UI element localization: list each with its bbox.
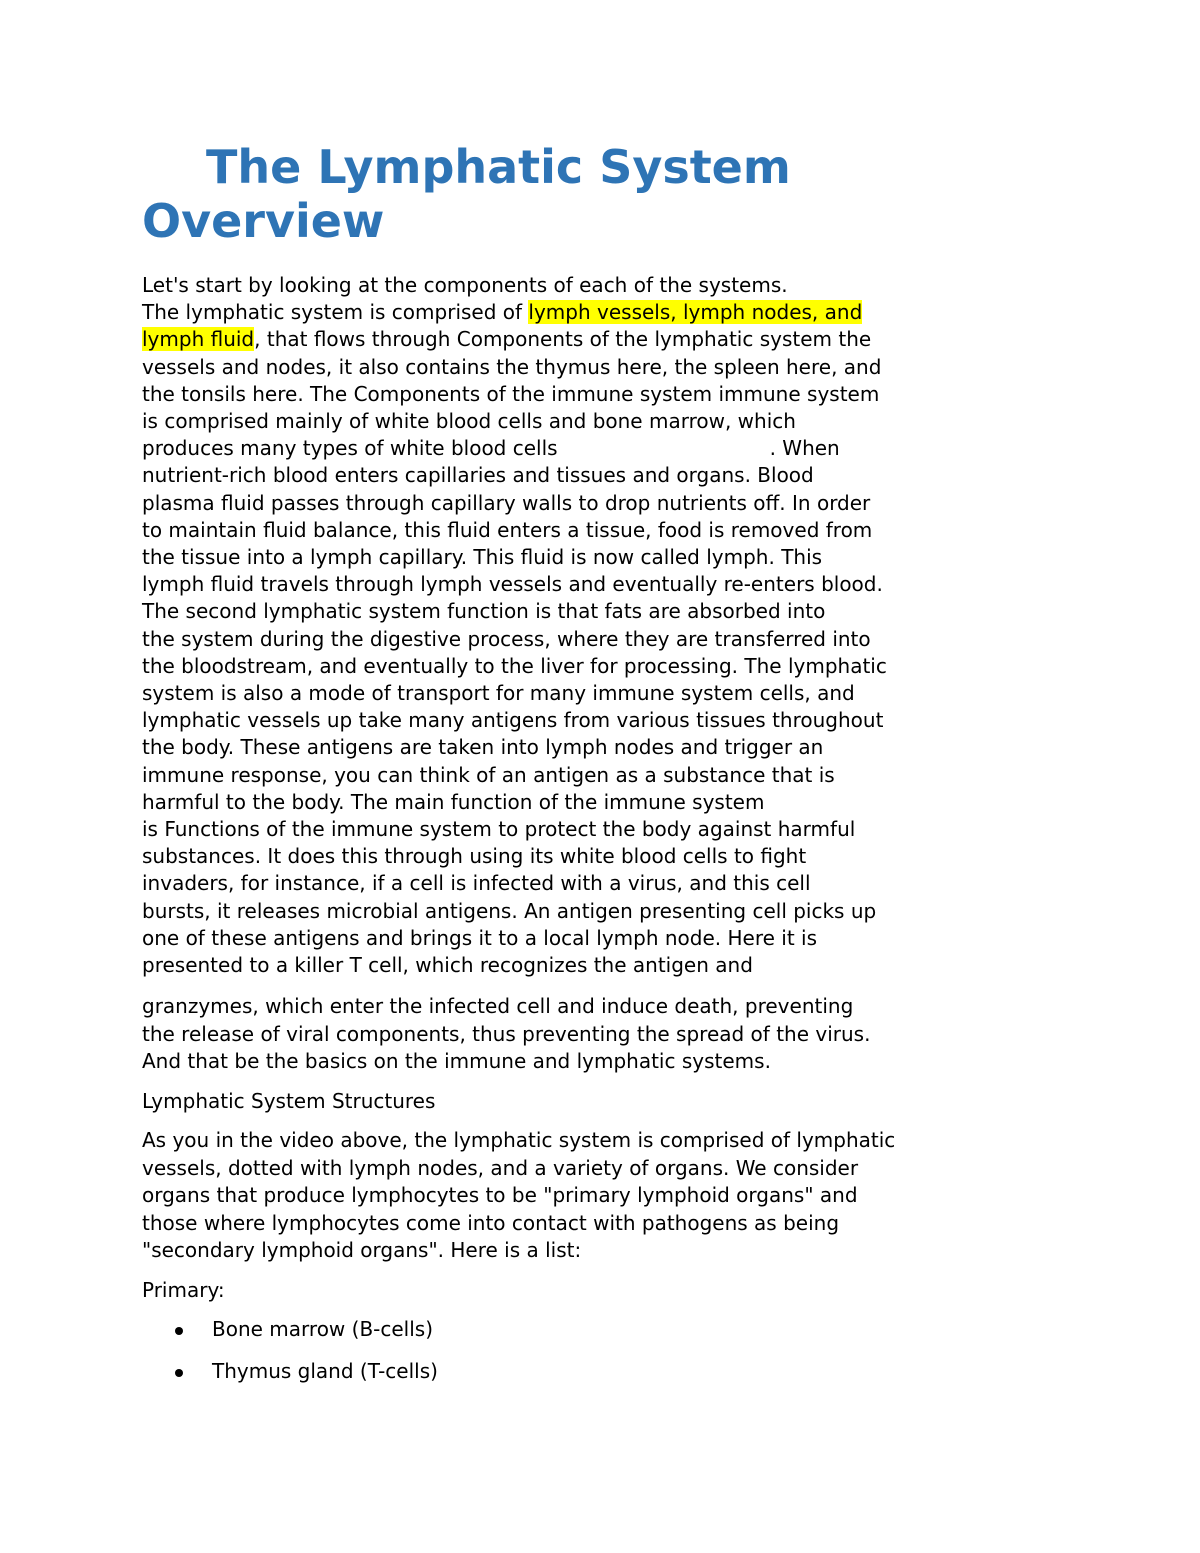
structures-paragraph [142, 1127, 1072, 1265]
text-line: lymph fluid, that flows through Components of the lymphatic system the [142, 327, 872, 352]
page-title [142, 140, 1072, 248]
paragraph-gap [142, 1115, 1072, 1127]
text-line: organs that produce lymphocytes to be "primary lymphoid organs" and [142, 1183, 858, 1208]
text-line: presented to a killer T cell, which recognizes the antigen and [142, 953, 753, 978]
text-line: invaders, for instance, if a cell is infected with a virus, and this cell [142, 871, 811, 896]
intro-paragraph [142, 272, 1072, 979]
text-line: "secondary lymphoid organs". Here is a list: [142, 1238, 582, 1263]
text-line: to maintain fluid balance, this fluid enters a tissue, food is removed from [142, 517, 873, 542]
text-line: granzymes, which enter the infected cell and induce death, preventing [142, 994, 854, 1019]
paragraph-gap [142, 1304, 1072, 1316]
text-line: system is also a mode of transport for many immune system cells, and [142, 681, 855, 706]
text-line: bursts, it releases microbial antigens. An antigen presenting cell picks up [142, 898, 877, 923]
text-line: vessels, dotted with lymph nodes, and a variety of organs. We consider [142, 1155, 859, 1180]
highlighted-text: lymph fluid [142, 327, 255, 352]
text-line: The lymphatic system is comprised of lymph vessels, lymph nodes, and [142, 300, 863, 325]
document-page [142, 140, 1072, 1400]
text-line: the bloodstream, and eventually to the liver for processing. The lymphatic [142, 653, 887, 678]
text-line: harmful to the body. The main function of the immune system [142, 789, 765, 814]
text-line: plasma fluid passes through capillary walls to drop nutrients off. In order [142, 490, 871, 515]
list-item [142, 1358, 1072, 1385]
text-line: one of these antigens and brings it to a local lymph node. Here it is [142, 925, 818, 950]
highlighted-text: lymph vessels, lymph nodes, and [528, 300, 863, 325]
bullet-icon [175, 1369, 183, 1377]
text-line: Let's start by looking at the components of each of the systems. [142, 273, 788, 297]
text-line: the tissue into a lymph capillary. This fluid is now called lymph. This [142, 545, 823, 570]
text-line: the tonsils here. The Components of the immune system immune system [142, 381, 880, 406]
paragraph-gap [142, 1265, 1072, 1277]
paragraph-gap [142, 1076, 1072, 1088]
text-line: The second lymphatic system function is that fats are absorbed into [142, 599, 826, 624]
text-line: lymphatic vessels up take many antigens from various tissues throughout [142, 708, 884, 733]
primary-list [142, 1316, 1072, 1385]
text-line: produces many types of white blood cells . When [142, 436, 840, 461]
page-title-line-2: Overview [142, 194, 385, 248]
text-line: lymph fluid travels through lymph vessels and eventually re-enters blood. [142, 572, 883, 597]
bullet-icon [175, 1327, 183, 1335]
paragraph-gap [142, 979, 1072, 993]
list-item [142, 1316, 1072, 1343]
text-line: the body. These antigens are taken into lymph nodes and trigger an [142, 735, 824, 760]
text-line: those where lymphocytes come into contact with pathogens as being [142, 1210, 840, 1235]
list-item-label: Thymus gland (T-cells) [212, 1359, 438, 1384]
text-line: vessels and nodes, it also contains the thymus here, the spleen here, and [142, 354, 882, 379]
text-line: As you in the video above, the lymphatic system is comprised of lymphatic [142, 1128, 896, 1153]
text-line: the system during the digestive process, where they are transferred into [142, 626, 871, 651]
text-line: is comprised mainly of white blood cells and bone marrow, which [142, 409, 796, 434]
text-line: And that be the basics on the immune and lymphatic systems. [142, 1049, 771, 1074]
text-line: the release of viral components, thus preventing the spread of the virus. [142, 1021, 871, 1046]
text-line: substances. It does this through using its white blood cells to fight [142, 844, 807, 869]
continuation-paragraph [142, 993, 1072, 1076]
text-line: nutrient-rich blood enters capillaries and tissues and organs. Blood [142, 463, 814, 488]
section-heading: Lymphatic System Structures [142, 1089, 436, 1114]
list-item-label: Bone marrow (B-cells) [212, 1317, 434, 1342]
text-line: is Functions of the immune system to protect the body against harmful [142, 817, 856, 842]
text-line: immune response, you can think of an antigen as a substance that is [142, 762, 835, 787]
page-title-line-1: The Lymphatic System [206, 140, 791, 194]
primary-label: Primary: [142, 1278, 225, 1303]
